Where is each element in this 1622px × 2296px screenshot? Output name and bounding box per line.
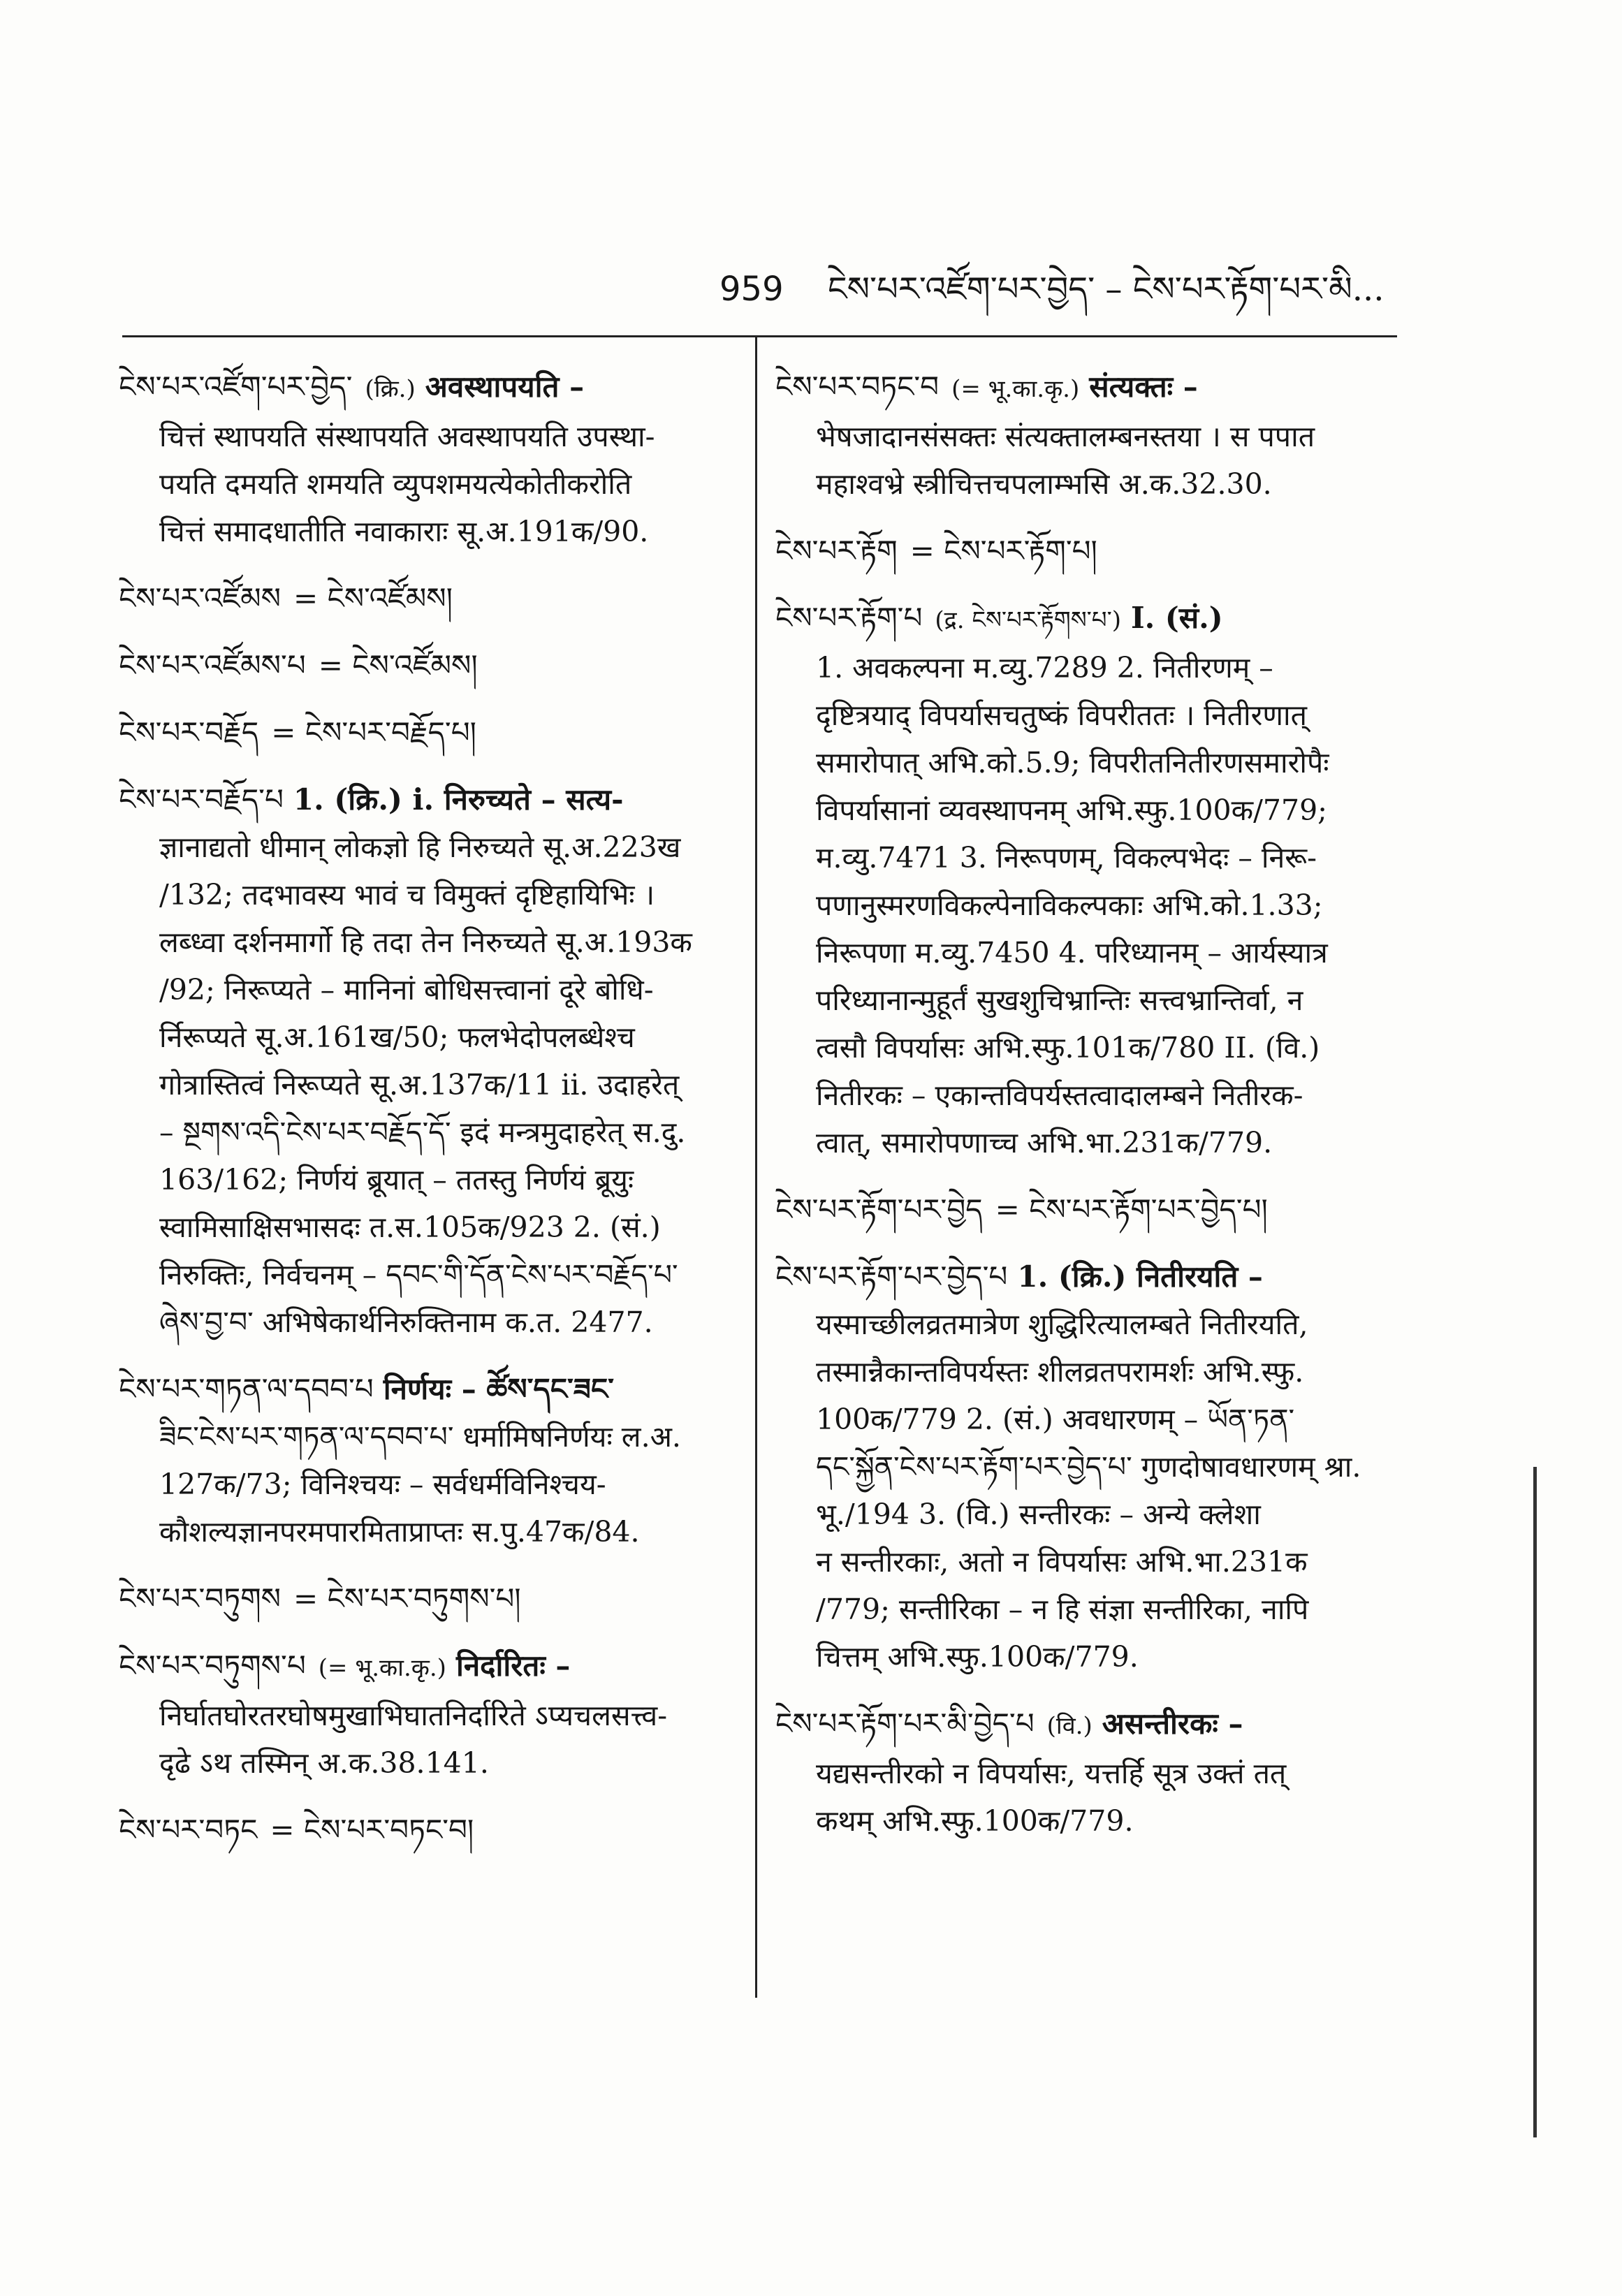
headword: ངེས་པར་འཛོག་པར་བྱེད་ xyxy=(119,370,353,404)
headword: ངེས་པར་རྟོག་པར་མི་བྱེད་པ xyxy=(775,1706,1035,1741)
dictionary-entry xyxy=(775,1253,1394,1681)
entry-line: त्वात्, समारोपणाच्च अभि.भा.231क/779. xyxy=(816,1126,1273,1160)
sanskrit-equivalent: अवस्थापयति – xyxy=(425,370,585,404)
grammar-label: (= भू.का.कृ.) xyxy=(318,1654,446,1682)
entry-line: ज्ञानाद्यतो धीमान् लोकज्ञो हि निरुच्यते सू.अ.223ख xyxy=(159,831,681,864)
entry-line: – སྔགས་འདི་ངེས་པར་བརྗོད་དོ་ इदं मन्त्रमुदाहरेत् स.दु. xyxy=(159,1116,686,1149)
dictionary-entry xyxy=(775,527,1394,575)
entry-line: निर्घातघोरतरघोषमुखाभिघातनिर्दारिते ऽप्यचलसत्त्व- xyxy=(159,1699,668,1732)
sanskrit-equivalent: निर्दारितः – xyxy=(455,1648,571,1683)
headword: ངེས་པར་གཏན་ལ་དབབ་པ xyxy=(119,1372,374,1406)
entry-line: ཟིང་ངེས་པར་གཏན་ལ་དབབ་པ་ धर्मामिषनिर्णयः ल.अ. xyxy=(159,1420,681,1454)
entry-line: निरुक्तिः, निर्वचनम् – དབང་གི་དོན་ངེས་པར་བརྗོད་པ་ xyxy=(159,1258,678,1292)
entry-line: न सन्तीरकाः, अतो न विपर्यासः अभि.भा.231क xyxy=(816,1545,1308,1579)
dictionary-entry xyxy=(119,1366,733,1556)
header-rule xyxy=(122,335,1397,337)
headword: ངེས་པར་བརྗོད xyxy=(119,715,259,750)
running-header xyxy=(719,251,1418,346)
entry-line: ཞེས་བྱ་བ་ अभिषेकार्थनिरुक्तिनाम क.त. 2477. xyxy=(159,1306,653,1339)
entry-line: नितीरकः – एकान्तविपर्यस्तत्वादालम्बने नितीरक- xyxy=(816,1078,1303,1112)
entry-line: विपर्यासानां व्यवस्थापनम् अभि.स्फु.100क/779; xyxy=(816,794,1328,827)
headword: ངེས་པར་བཏང xyxy=(119,1813,258,1847)
sanskrit-equivalent: निर्णयः – ཚོས་དང་ཟང་ xyxy=(383,1372,614,1406)
headword: ངེས་པར་བཏང་བ xyxy=(775,370,940,404)
sanskrit-equivalent: 1. (क्रि.) i. निरुच्यते – सत्य- xyxy=(293,782,624,817)
sanskrit-equivalent: असन्तीरकः – xyxy=(1102,1706,1243,1741)
dictionary-entry xyxy=(119,642,733,689)
grammar-label: (= भू.का.कृ.) xyxy=(951,375,1080,403)
entry-line: कौशल्यज्ञानपरमपारमिताप्राप्तः स.पु.47क/84. xyxy=(159,1515,640,1549)
cross-reference: = ངེས་པར་བཏང་བ། xyxy=(270,1813,474,1847)
entry-line: यद्यसन्तीरको न विपर्यासः, यत्तर्हि सूत्र उक्तं तत् xyxy=(816,1757,1287,1790)
dictionary-entry xyxy=(119,776,733,1346)
entry-line: महाश्वभ्रे स्त्रीचित्तचपलाम्भसि अ.क.32.30. xyxy=(816,467,1272,501)
dictionary-entry xyxy=(119,1806,733,1854)
entry-line: /779; सन्तीरिका – न हि संज्ञा सन्तीरिका, नापि xyxy=(816,1593,1309,1626)
cross-reference: = ངེས་པར་བཏུགས་པ། xyxy=(293,1581,521,1616)
entry-line: पणानुस्मरणविकल्पेनाविकल्पकाः अभि.को.1.33; xyxy=(816,889,1323,922)
entry-line: निरूपणा म.व्यु.7450 4. परिध्यानम् – आर्यस्यात्र xyxy=(816,936,1328,970)
dictionary-entry xyxy=(775,363,1394,508)
entry-line: तस्मान्नैकान्तविपर्यस्तः शीलव्रतपरामर्शः अभि.स्फु. xyxy=(816,1355,1304,1389)
cross-reference: = ངེས་འཛོམས། xyxy=(318,648,478,682)
headword: ངེས་པར་འཛོམས xyxy=(119,581,281,615)
entry-line: कथम् अभि.स्फु.100क/779. xyxy=(816,1804,1134,1838)
sanskrit-equivalent: I. (सं.) xyxy=(1131,601,1223,635)
column-divider xyxy=(755,335,757,1998)
dictionary-entry xyxy=(119,575,733,622)
entry-line: गोत्रास्तित्वं निरूप्यते सू.अ.137क/11 ii. उदाहरेत् xyxy=(159,1068,680,1102)
entry-line: /132; तदभावस्य भावं च विमुक्तं दृष्टिहायिभिः । xyxy=(159,878,655,912)
sanskrit-equivalent: संत्यक्तः – xyxy=(1089,370,1198,404)
dictionary-entry xyxy=(119,709,733,756)
headword: ངེས་པར་བཏུགས xyxy=(119,1581,282,1616)
left-column xyxy=(119,363,733,1873)
right-column xyxy=(775,363,1394,1864)
page-number: 959 xyxy=(719,270,784,309)
headword: ངེས་པར་རྟོག xyxy=(775,534,898,568)
entry-line: /92; निरूप्यते – मानिनां बोधिसत्त्वानां दूरे बोधि- xyxy=(159,973,654,1007)
entry-line: चित्तं समादधातीति नवाकाराः सू.अ.191क/90. xyxy=(159,515,649,548)
entry-line: 1. अवकल्पना म.व्यु.7289 2. नितीरणम् – xyxy=(816,651,1273,685)
headword: ངེས་པར་རྟོག་པར་བྱེད་པ xyxy=(775,1259,1008,1294)
entry-line: चित्तं स्थापयति संस्थापयति अवस्थापयति उपस्था- xyxy=(159,420,655,453)
running-head: ངེས་པར་འཛོག་པར་བྱེད་ – ངེས་པར་རྟོག་པར་མི... xyxy=(827,270,1384,309)
scan-edge-mark xyxy=(1533,1467,1537,2137)
dictionary-entry xyxy=(119,363,733,555)
cross-reference: = ངེས་འཛོམས། xyxy=(293,581,453,615)
entry-line: म.व्यु.7471 3. निरूपणम्, विकल्पभेदः – निरू- xyxy=(816,841,1317,875)
headword: ངེས་པར་བཏུགས་པ xyxy=(119,1648,306,1683)
entry-line: यस्माच्छीलव्रतमात्रेण शुद्धिरित्यालम्बते नितीरयति, xyxy=(816,1308,1308,1341)
headword: ངེས་པར་བརྗོད་པ xyxy=(119,782,284,817)
cross-reference: = ངེས་པར་བརྗོད་པ། xyxy=(271,715,476,750)
dictionary-entry xyxy=(775,1186,1394,1234)
dictionary-entry xyxy=(119,1642,733,1787)
entry-line: भू./194 3. (वि.) सन्तीरकः – अन्ये क्लेशा xyxy=(816,1498,1261,1531)
entry-line: 127क/73; विनिश्चयः – सर्वधर्मविनिश्चय- xyxy=(159,1468,606,1501)
entry-line: चित्तम् अभि.स्फु.100क/779. xyxy=(816,1640,1139,1674)
headword: ངེས་པར་རྟོག་པར་བྱེད xyxy=(775,1192,983,1227)
headword: ངེས་པར་འཛོམས་པ xyxy=(119,648,306,682)
entry-line: र्निरूप्यते सू.अ.161ख/50; फलभेदोपलब्धेश्च xyxy=(159,1021,635,1054)
entry-line: दृढे ऽथ तस्मिन् अ.क.38.141. xyxy=(159,1746,489,1780)
dictionary-entry xyxy=(119,1575,733,1623)
cross-reference: = ངེས་པར་རྟོག་པར་བྱེད་པ། xyxy=(995,1192,1268,1227)
entry-line: དང་སྐྱོན་ངེས་པར་རྟོག་པར་བྱེད་པ་ गुणदोषावधारणम् श्रा. xyxy=(816,1450,1361,1484)
grammar-label: (द्र. ངེས་པར་རྟོགས་པ་) xyxy=(935,606,1121,634)
grammar-label: (क्रि.) xyxy=(365,375,416,403)
entry-line: भेषजादानसंसक्तः संत्यक्तालम्बनस्तया । स पपात xyxy=(816,420,1315,453)
entry-line: लब्ध्वा दर्शनमार्गो हि तदा तेन निरुच्यते सू.अ.193क xyxy=(159,926,692,959)
headword: ངེས་པར་རྟོག་པ xyxy=(775,601,923,635)
grammar-label: (वि.) xyxy=(1046,1712,1093,1740)
sanskrit-equivalent: 1. (क्रि.) नितीरयति – xyxy=(1017,1259,1263,1294)
entry-line: पयति दमयति शमयति व्युपशमयत्येकोतीकरोति xyxy=(159,467,632,501)
entry-line: दृष्टित्रयाद् विपर्यासचतुष्कं विपरीततः । नितीरणात् xyxy=(816,699,1308,732)
entry-line: परिध्यानान्मुहूर्तं सुखशुचिभ्रान्तिः सत्त्वभ्रान्तिर्वा, न xyxy=(816,984,1303,1017)
dictionary-entry xyxy=(775,1700,1394,1845)
cross-reference: = ངེས་པར་རྟོག་པ། xyxy=(909,534,1097,568)
entry-line: 100क/779 2. (सं.) अवधारणम् – ཡོན་ཏན་ xyxy=(816,1403,1295,1436)
dictionary-entry xyxy=(775,594,1394,1167)
entry-line: 163/162; निर्णयं ब्रूयात् – ततस्तु निर्णयं ब्रूयुः xyxy=(159,1163,634,1197)
entry-line: स्वामिसाक्षिसभासदः त.स.105क/923 2. (सं.) xyxy=(159,1211,661,1244)
entry-line: समारोपात् अभि.को.5.9; विपरीतनितीरणसमारोपैः xyxy=(816,746,1329,780)
entry-line: त्वसौ विपर्यासः अभि.स्फु.101क/780 II. (वि.) xyxy=(816,1031,1320,1065)
